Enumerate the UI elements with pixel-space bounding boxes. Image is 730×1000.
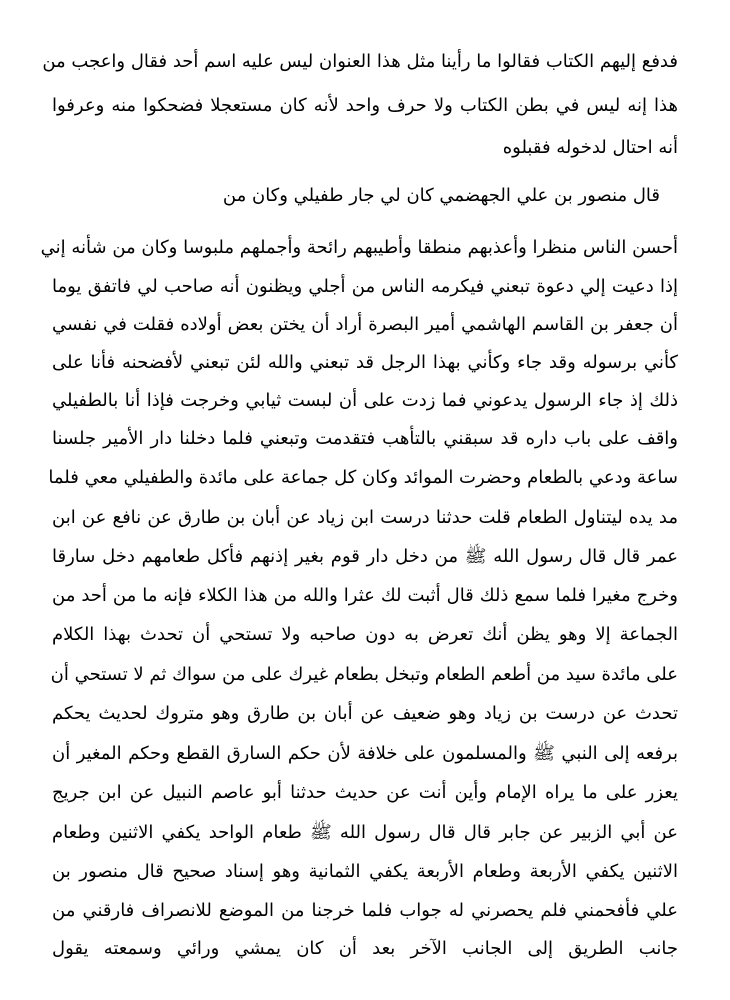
text-line: عن أبي الزبير عن جابر قال قال رسول الله ﷺ طعام الواحد يكفي الاثنين وطعام [52,822,678,843]
text-line: يعزر على ما يراه الإمام وأين أنت عن حديث حدثنا أبو عاصم النبيل عن ابن جريج [52,782,678,803]
text-line: عمر قال قال رسول الله ﷺ من دخل دار قوم بغير إذنهم فأكل طعامهم دخل سارقا [52,546,678,567]
text-line: مد يده ليتناول الطعام قلت حدثنا درست ابن زياد عن أبان بن طارق عن نافع عن ابن [52,507,678,528]
text-line: أن جعفر بن القاسم الهاشمي أمير البصرة أراد أن يختن بعض أولاده فقلت في نفسي [52,314,678,335]
text-line: جانب الطريق إلى الجانب الآخر بعد أن كان يمشي ورائي وسمعته يقول [52,938,678,959]
text-line: واقف على باب داره قد سبقني بالتأهب فتقدمت وتبعني فلما دخلنا دار الأمير جلسنا [52,428,678,449]
text-line: على مائدة سيد من أطعم الطعام وتبخل بطعام غيرك على من سواك ثم لا تستحي أن [50,664,678,685]
text-line: إذا دعيت إلي دعوة تبعني فيكرمه الناس من أجلي ويظنون أنه صاحب لي فاتفق يوما [52,276,678,297]
text-line: الجماعة إلا وهو يظن أنك تعرض به دون صاحبه ولا تستحي أن تحدث بهذا الكلام [52,624,678,645]
text-line: الاثنين يكفي الأربعة وطعام الأربعة يكفي الثمانية وهو إسناد صحيح قال منصور بن [52,861,678,882]
text-line: تحدث عن درست بن زياد وهو ضعيف عن أبان بن طارق وهو متروك لحديث يحكم [52,703,678,724]
text-line: أنه احتال لدخوله فقبلوه [502,137,678,158]
text-line: ذلك إذ جاء الرسول يدعوني فما زدت على أن لبست ثيابي وخرجت فإذا أنا بالطفيلي [52,390,678,411]
text-line: وخرج مغيرا فلما سمع ذلك قال أثبت لك عثرا والله من هذا الكلاء فإنه ما من أحد من [52,585,678,606]
text-line: كأني برسوله وقد جاء وكأني بهذا الرجل قد تبعني والله لئن تبعني لأفضحنه فأنا على [52,352,678,373]
text-line: قال منصور بن علي الجهضمي كان لي جار طفيلي وكان من [222,185,660,206]
text-line: هذا إنه ليس في بطن الكتاب ولا حرف واحد لأنه كان مستعجلا فضحكوا منه وعرفوا [52,95,678,116]
text-line: فدفع إليهم الكتاب فقالوا ما رأينا مثل هذا العنوان ليس عليه اسم أحد فقال واعجب من [42,51,678,72]
text-line: أحسن الناس منظرا وأعذبهم منطقا وأطيبهم رائحة وأجملهم ملبوسا وكان من شأنه إني [40,237,678,258]
text-line: برفعه إلى النبي ﷺ والمسلمون على خلافة لأن حكم السارق القطع وحكم المغير أن [52,743,678,764]
text-line: ساعة ودعي بالطعام وحضرت الموائد وكان كل جماعة على مائدة والطفيلي معي فلما [48,467,678,488]
text-line: علي فأفحمني فلم يحصرني له جواب فلما خرجنا من الموضع للانصراف فارقني من [52,900,678,921]
